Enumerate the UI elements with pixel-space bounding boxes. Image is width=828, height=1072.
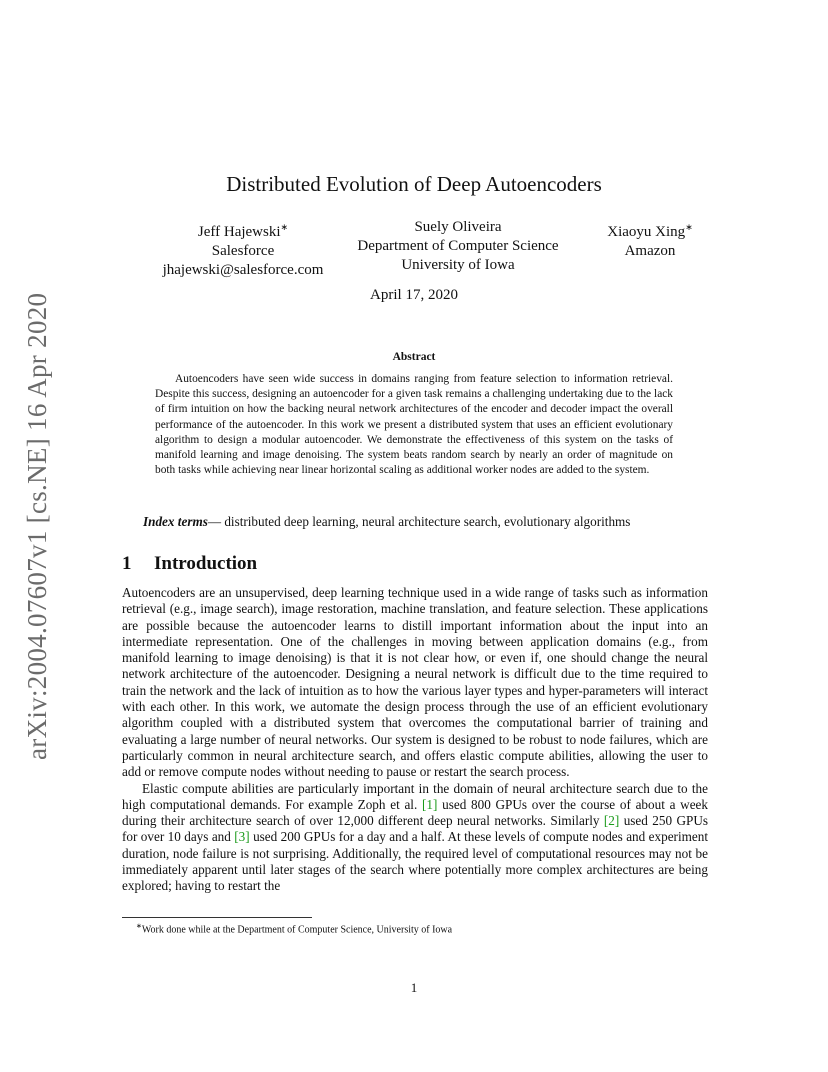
author-institution: University of Iowa — [401, 257, 515, 273]
footnote-text: Work done while at the Department of Computer Science, University of Iowa — [141, 924, 453, 936]
citation-link-2[interactable]: [2] — [603, 813, 620, 829]
footnote-mark: ∗ — [136, 922, 142, 930]
page-number: 1 — [410, 980, 418, 995]
paragraph-1: Autoencoders are an unsupervised, deep learning technique used in a wide range of tasks such as information retrieval (e.g., image search), image restoration, machine translation, and feature selection. These applications are possible because the autoencoder learns to distill important information about the input into an intermediate representation. One of the challenges in moving between application domains (e.g., from manifold learning to image denoising) is that it is not clear how, or even if, one should change the neural network architecture of the autoencoder. Designing a neural network is difficult due to the time required to train the network and the lack of intuition as to how the various layer types and hyper-parameters will interact with each other. In this work, we automate the design process through the use of an efficient evolutionary algorithm coupled with a distributed system that overcomes the computational barrier of training and evaluating a large number of neural networks. Our system is designed to be robust to node failures, which are particularly common in neural architecture search, and offers elastic compute abilities, allowing the user to add or remove compute nodes without needing to pause or restart the search process. — [122, 585, 708, 780]
section-title: Introduction — [154, 553, 258, 574]
author-affiliation: Salesforce — [211, 243, 275, 259]
paper-date: April 17, 2020 — [370, 287, 458, 303]
section-body — [122, 585, 708, 895]
footnote-divider — [122, 917, 312, 918]
footnote — [136, 922, 452, 935]
author-2 — [330, 218, 586, 275]
author-name: Jeff Hajewski — [197, 224, 281, 240]
paragraph-2-text: Elastic compute abilities are particularly important in the domain of neural architecture search due to the high computational demands. For example Zoph et al. — [122, 780, 708, 812]
arxiv-identifier-stamp: arXiv:2004.07607v1 [cs.NE] 16 Apr 2020 — [22, 292, 52, 760]
paper-title: Distributed Evolution of Deep Autoencoders — [226, 172, 602, 196]
citation-link-3[interactable]: [3] — [234, 829, 250, 845]
paragraph-2-text: used 800 GPUs over the course of about a week during their architecture search of over 12,000 different deep neural networks. Similarly — [122, 796, 709, 829]
author-email: jhajewski@salesforce.com — [162, 262, 324, 278]
author-footnote-mark: ∗ — [685, 222, 693, 232]
paragraph-2-text: used 250 GPUs for over 10 days and — [122, 813, 708, 845]
citation-link-1[interactable]: [1] — [422, 796, 438, 812]
paragraph-2-text: used 200 GPUs for a day and a half. At these levels of compute nodes and experiment duration, node failure is not surprising. Additionally, the required level of computational resources may not be immediately apparent until later stages of the search where potentially more complex architectures are being explored; having to restart the — [122, 829, 708, 894]
author-footnote-mark: ∗ — [280, 222, 289, 232]
author-name: Xiaoyu Xing — [607, 224, 686, 240]
index-terms-label: Index terms — [143, 514, 208, 529]
section-number: 1 — [122, 553, 132, 574]
abstract-text: Autoencoders have seen wide success in domains ranging from feature selection to information retrieval. Despite this success, designing an autoencoder for a given task remains a challenging undertaking due to the lack of firm intuition on how the backing neural network architectures of the encoder and decoder impact the overall performance of the autoencoder. In this work we present a distributed system that uses an efficient evolutionary algorithm to design a modular autoencoder. We demonstrate the effectiveness of this system on the tasks of manifold learning and image denoising. The system beats random search by nearly an order of magnitude on both tasks while achieving near linear horizontal scaling as additional worker nodes are added to the system. — [155, 373, 673, 477]
abstract-heading: Abstract — [392, 351, 436, 363]
author-affiliation: Department of Computer Science — [357, 238, 559, 254]
section-heading — [122, 553, 257, 575]
author-3 — [590, 218, 710, 261]
author-name: Suely Oliveira — [414, 219, 502, 235]
paragraph-2 — [122, 781, 708, 895]
index-terms — [143, 514, 723, 530]
author-affiliation: Amazon — [624, 243, 676, 259]
index-terms-text: — distributed deep learning, neural architecture search, evolutionary algorithms — [207, 514, 631, 529]
